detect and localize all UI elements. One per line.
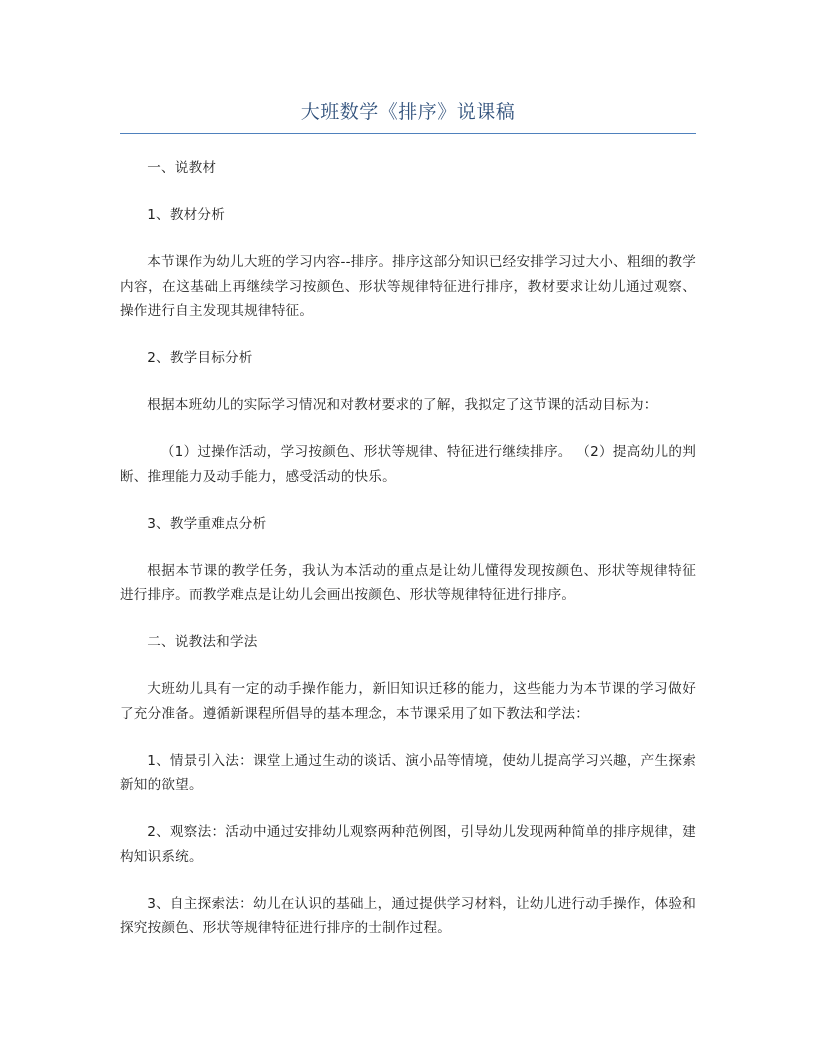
title-underline <box>120 133 696 134</box>
paragraph-goals: （1）过操作活动，学习按颜色、形状等规律、特征进行继续排序。 （2）提高幼儿的判断、推理能力及动手能力，感受活动的快乐。 <box>120 444 696 485</box>
paragraph-key-difficulty: 根据本节课的教学任务，我认为本活动的重点是让幼儿懂得发现按颜色、形状等规律特征进行排序。而教学难点是让幼儿会画出按颜色、形状等规律特征进行排序。 <box>120 562 696 603</box>
paragraph-method-2: 2、观察法：活动中通过安排幼儿观察两种范例图，引导幼儿发现两种简单的排序规律，建构知识系统。 <box>120 824 696 865</box>
paragraph-goal-intro: 根据本班幼儿的实际学习情况和对教材要求的了解，我拟定了这节课的活动目标为： <box>147 397 658 413</box>
section-heading-textbook: 一、说教材 <box>147 160 217 176</box>
document-body <box>120 156 696 963</box>
subheading-goal-analysis: 2、教学目标分析 <box>147 350 253 366</box>
paragraph-methods-intro: 大班幼儿具有一定的动手操作能力，新旧知识迁移的能力，这些能力为本节课的学习做好了充分准备。遵循新课程所倡导的基本理念，本节课采用了如下教法和学法： <box>120 681 696 722</box>
paragraph-method-1: 1、情景引入法：课堂上通过生动的谈话、演小品等情境，使幼儿提高学习兴趣，产生探索新知的欲望。 <box>120 752 696 793</box>
section-heading-methods: 二、说教法和学法 <box>147 634 258 650</box>
document-title: 大班数学《排序》说课稿 <box>300 101 516 123</box>
paragraph-textbook-analysis: 本节课作为幼儿大班的学习内容--排序。排序这部分知识已经安排学习过大小、粗细的教学内容，在这基础上再继续学习按颜色、形状等规律特征进行排序，教材要求让幼儿通过观察、操作进行自主发现其规律特征。 <box>120 254 696 319</box>
subheading-textbook-analysis: 1、教材分析 <box>147 207 226 223</box>
subheading-key-difficulty: 3、教学重难点分析 <box>147 515 267 532</box>
paragraph-method-3: 3、自主探索法：幼儿在认识的基础上，通过提供学习材料，让幼儿进行动手操作，体验和探究按颜色、形状等规律特征进行排序的士制作过程。 <box>120 895 696 936</box>
